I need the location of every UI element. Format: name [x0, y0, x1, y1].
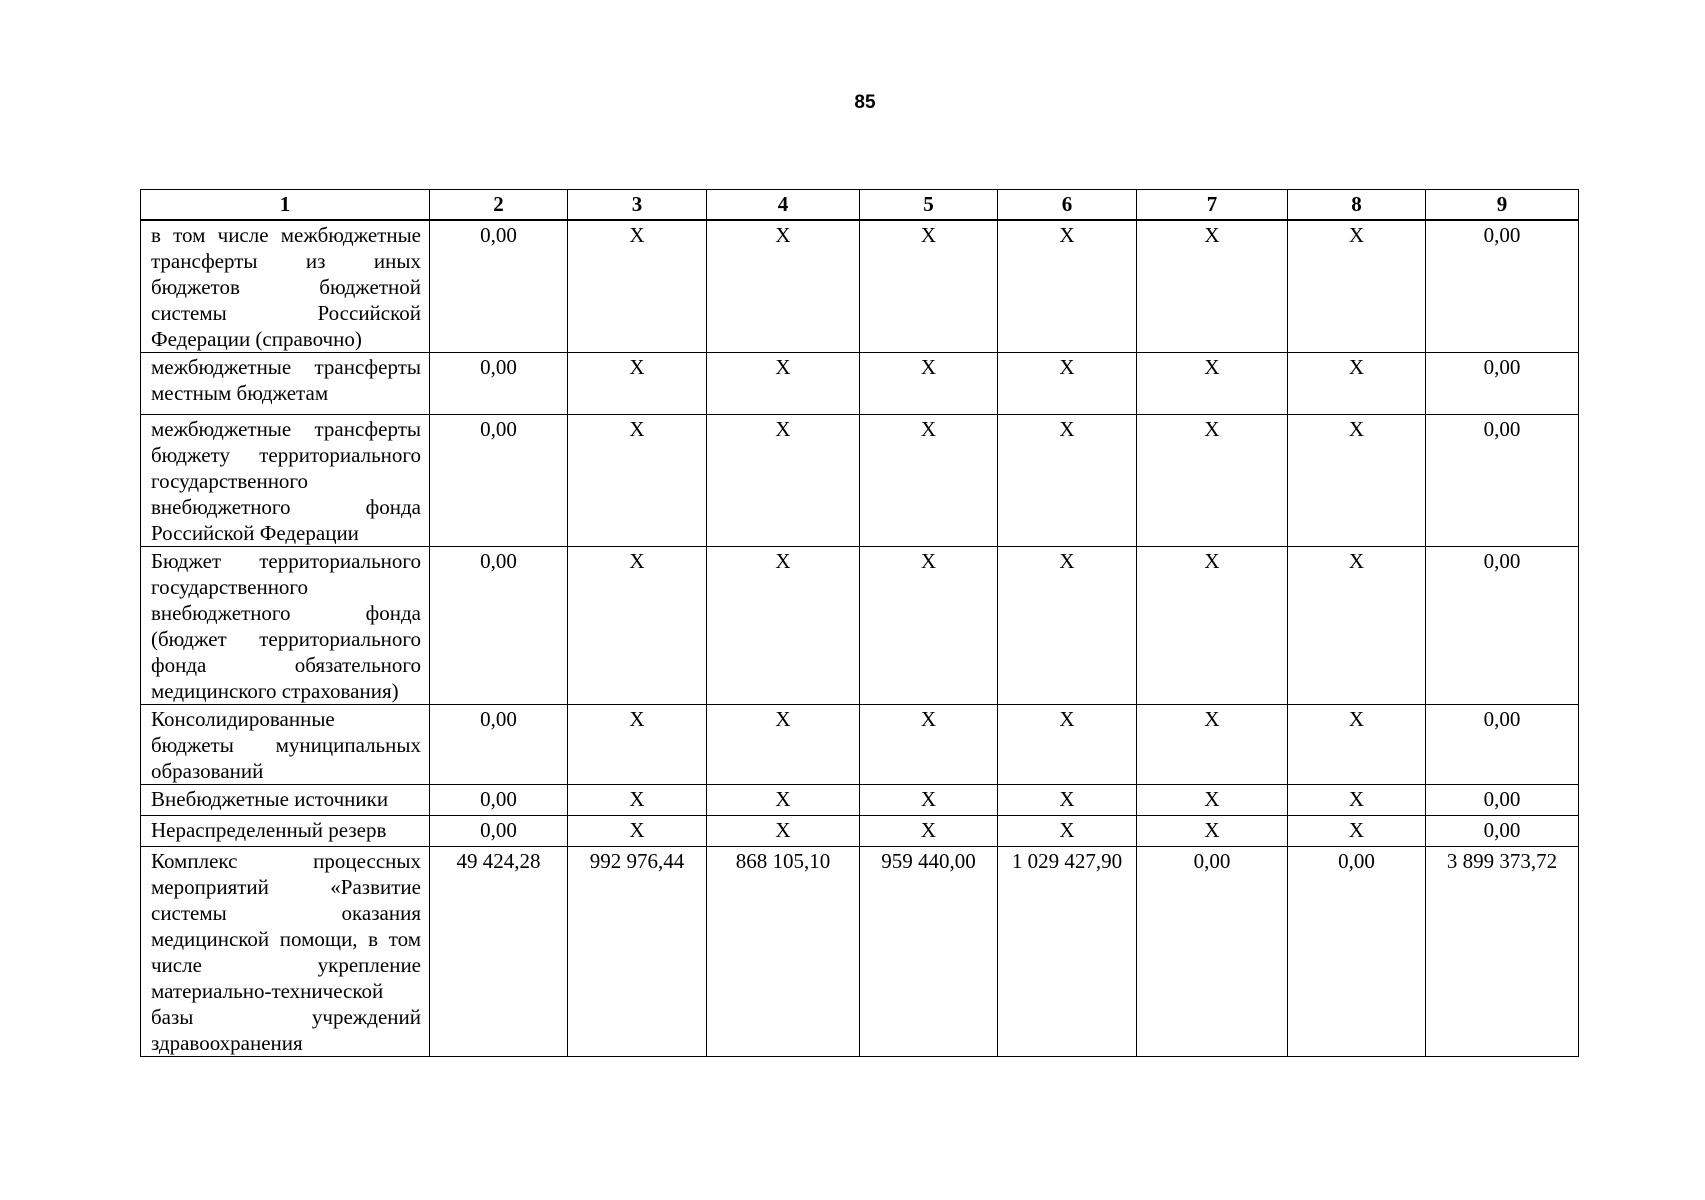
- table-cell: X: [568, 353, 707, 415]
- table-cell: 0,00: [430, 353, 568, 415]
- table-cell: 0,00: [430, 705, 568, 785]
- table-cell: 0,00: [430, 547, 568, 705]
- table-cell: 0,00: [430, 816, 568, 847]
- table-row: [141, 705, 1579, 785]
- table-cell: X: [998, 220, 1137, 353]
- table-cell: X: [1288, 705, 1426, 785]
- table-cell: 3 899 373,72: [1426, 847, 1579, 1057]
- table-cell: X: [707, 415, 860, 547]
- table-cell: X: [1288, 547, 1426, 705]
- table-cell: 0,00: [1426, 705, 1579, 785]
- column-header-8: 8: [1288, 190, 1426, 221]
- table-cell: 49 424,28: [430, 847, 568, 1057]
- table-cell: X: [1137, 705, 1288, 785]
- header-row: [141, 190, 1579, 221]
- table-cell: 0,00: [1426, 785, 1579, 816]
- table-cell: X: [1137, 785, 1288, 816]
- page-number: 85: [854, 92, 876, 113]
- table-cell: 0,00: [1426, 353, 1579, 415]
- table-cell: 0,00: [1426, 547, 1579, 705]
- budget-table: [140, 189, 1579, 1057]
- table-cell: 0,00: [1288, 847, 1426, 1057]
- table-cell: X: [568, 816, 707, 847]
- table-cell: X: [1288, 353, 1426, 415]
- column-header-4: 4: [707, 190, 860, 221]
- column-header-6: 6: [998, 190, 1137, 221]
- table-cell: X: [998, 415, 1137, 547]
- table-cell: 0,00: [430, 415, 568, 547]
- table-cell: X: [1137, 220, 1288, 353]
- table-cell: X: [1137, 816, 1288, 847]
- table-row: [141, 220, 1579, 353]
- table-cell: X: [568, 220, 707, 353]
- table-cell: X: [1137, 415, 1288, 547]
- table-cell: X: [860, 816, 998, 847]
- row-name: Бюджет территориального государственного внебюджетного фонда (бюджет территориального фонда обязательного медицинского страхования): [141, 547, 430, 705]
- table-cell: X: [860, 785, 998, 816]
- table-cell: X: [1288, 785, 1426, 816]
- table-cell: 0,00: [1426, 816, 1579, 847]
- table-cell: X: [998, 816, 1137, 847]
- table-cell: X: [568, 705, 707, 785]
- table-cell: X: [707, 220, 860, 353]
- table-cell: X: [998, 785, 1137, 816]
- table-cell: X: [1137, 547, 1288, 705]
- column-header-1: 1: [141, 190, 430, 221]
- table-cell: X: [860, 220, 998, 353]
- table-cell: 0,00: [430, 785, 568, 816]
- table-row: [141, 547, 1579, 705]
- column-header-5: 5: [860, 190, 998, 221]
- column-header-2: 2: [430, 190, 568, 221]
- table-cell: X: [568, 785, 707, 816]
- row-name: Нераспределенный резерв: [141, 816, 430, 847]
- table-cell: 1 029 427,90: [998, 847, 1137, 1057]
- table-cell: X: [860, 547, 998, 705]
- table-cell: 992 976,44: [568, 847, 707, 1057]
- table-cell: 0,00: [1137, 847, 1288, 1057]
- table-cell: X: [860, 353, 998, 415]
- table-cell: X: [568, 415, 707, 547]
- table-cell: X: [707, 705, 860, 785]
- row-name: Комплекс процессных мероприятий «Развитие системы оказания медицинской помощи, в том числе укрепление материально-технической базы учреждений здравоохранения: [141, 847, 430, 1057]
- table-cell: 0,00: [430, 220, 568, 353]
- column-header-7: 7: [1137, 190, 1288, 221]
- table-cell: 868 105,10: [707, 847, 860, 1057]
- table-row: [141, 847, 1579, 1057]
- table-cell: X: [707, 547, 860, 705]
- table-cell: X: [707, 353, 860, 415]
- row-name: межбюджетные трансферты бюджету территориального государственного внебюджетного фонда Российской Федерации: [141, 415, 430, 547]
- table-cell: X: [998, 547, 1137, 705]
- table-cell: 0,00: [1426, 220, 1579, 353]
- table-cell: X: [998, 705, 1137, 785]
- table-cell: 959 440,00: [860, 847, 998, 1057]
- table-cell: X: [860, 415, 998, 547]
- table-row: [141, 353, 1579, 415]
- table-cell: 0,00: [1426, 415, 1579, 547]
- row-name: Консолидированные бюджеты муниципальных образований: [141, 705, 430, 785]
- table-cell: X: [998, 353, 1137, 415]
- table-cell: X: [860, 705, 998, 785]
- table-cell: X: [568, 547, 707, 705]
- table-cell: X: [707, 785, 860, 816]
- column-header-9: 9: [1426, 190, 1579, 221]
- row-name: в том числе межбюджетные трансферты из иных бюджетов бюджетной системы Российской Федерации (справочно): [141, 220, 430, 353]
- table-row: [141, 816, 1579, 847]
- row-name: межбюджетные трансферты местным бюджетам: [141, 353, 430, 415]
- table-cell: X: [1288, 415, 1426, 547]
- table-cell: X: [707, 816, 860, 847]
- column-header-3: 3: [568, 190, 707, 221]
- table-cell: X: [1288, 816, 1426, 847]
- row-name: Внебюджетные источники: [141, 785, 430, 816]
- table-row: [141, 415, 1579, 547]
- table-cell: X: [1137, 353, 1288, 415]
- table-row: [141, 785, 1579, 816]
- table-cell: X: [1288, 220, 1426, 353]
